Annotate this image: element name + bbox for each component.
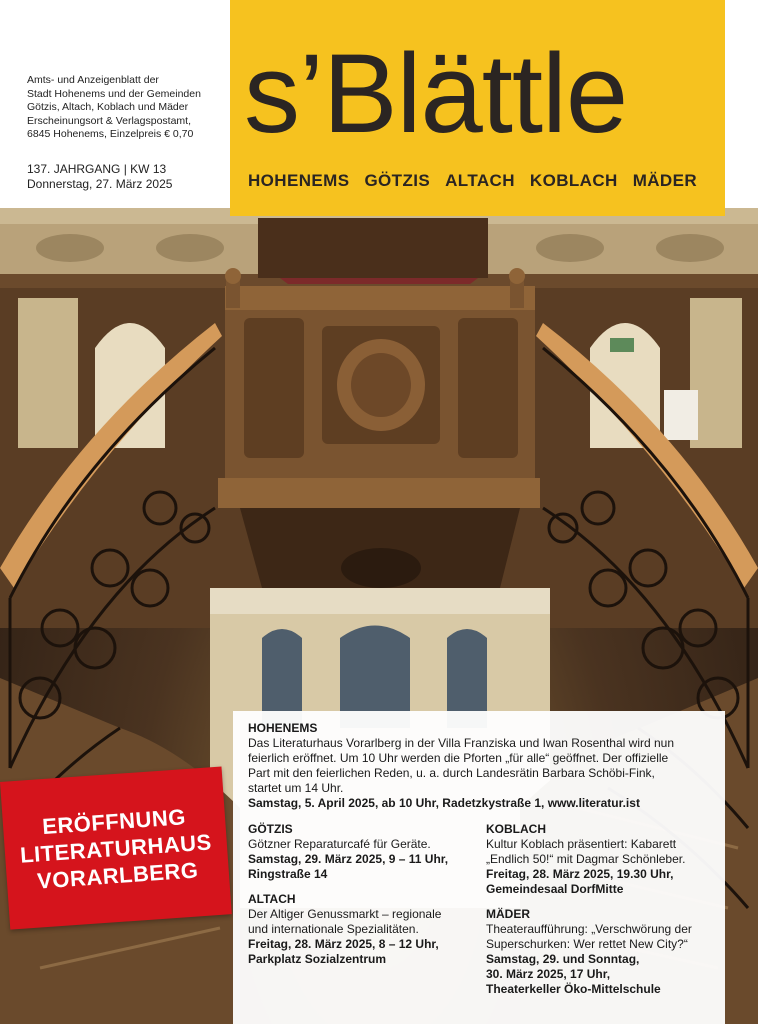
- event-details: Samstag, 5. April 2025, ab 10 Uhr, Radetzkystraße 1, www.literatur.ist: [248, 796, 640, 810]
- event-maeder: [486, 907, 710, 997]
- event-description: [248, 837, 472, 852]
- text-line: Das Literaturhaus Vorarlberg in der Villa Franziska und Iwan Rosenthal wird nun: [248, 736, 675, 750]
- issue-info: [27, 162, 172, 192]
- banner-line: VORARLBERG: [36, 856, 200, 894]
- event-altach: [248, 892, 472, 967]
- event-column-right: [486, 822, 710, 1007]
- event-details: [248, 937, 472, 967]
- text-line: Samstag, 29. und Sonntag,: [486, 952, 640, 966]
- event-description: [486, 837, 710, 867]
- publisher-line: Erscheinungsort & Verlagspostamt,: [27, 114, 192, 127]
- issue-date: Donnerstag, 27. März 2025: [27, 177, 173, 191]
- event-goetzis: [248, 822, 472, 882]
- event-description: [486, 922, 710, 952]
- masthead-title: s’Blättle: [244, 31, 628, 156]
- event-banner: [0, 767, 232, 930]
- text-line: Kultur Koblach präsentiert: Kabarett: [486, 837, 677, 851]
- text-line: Theateraufführung: „Verschwörung der: [486, 922, 692, 936]
- town-name: MÄDER: [632, 171, 698, 190]
- event-heading: GÖTZIS: [248, 822, 293, 836]
- text-line: Freitag, 28. März 2025, 19.30 Uhr,: [486, 867, 674, 881]
- text-line: Theaterkeller Öko-Mittelschule: [486, 982, 661, 996]
- event-columns: [248, 822, 711, 1007]
- event-details: [486, 952, 710, 997]
- event-details: [248, 852, 472, 882]
- text-line: Part mit den feierlichen Reden, u. a. durch Landesrätin Barbara Schöbi-Fink,: [248, 766, 655, 780]
- event-description: [248, 907, 472, 937]
- town-name: ALTACH: [445, 171, 515, 190]
- publisher-line: Amts- und Anzeigenblatt der: [27, 74, 159, 86]
- town-list: [248, 171, 697, 191]
- event-column-left: [248, 822, 472, 1007]
- text-line: Superschurken: Wer rettet New City?“: [486, 937, 688, 951]
- text-line: Ringstraße 14: [248, 867, 328, 881]
- event-description: [248, 736, 711, 796]
- town-name: HOHENEMS: [248, 171, 350, 190]
- text-line: feierlich eröffnet. Um 10 Uhr werden die Pforten „für alle“ geöffnet. Der offizielle: [248, 751, 669, 765]
- text-line: und internationale Spezialitäten.: [248, 922, 419, 936]
- event-heading: HOHENEMS: [248, 721, 318, 735]
- event-heading: ALTACH: [248, 892, 296, 906]
- event-koblach: [486, 822, 710, 897]
- text-line: Freitag, 28. März 2025, 8 – 12 Uhr,: [248, 937, 439, 951]
- event-details: [486, 867, 710, 897]
- text-line: 30. März 2025, 17 Uhr,: [486, 967, 611, 981]
- publisher-line: Stadt Hohenems und der Gemeinden: [27, 87, 201, 100]
- text-line: „Endlich 50!“ mit Dagmar Schönleber.: [486, 852, 686, 866]
- text-line: Parkplatz Sozialzentrum: [248, 952, 387, 966]
- publisher-line: Götzis, Altach, Koblach und Mäder: [27, 101, 189, 114]
- events-panel: [233, 711, 725, 1024]
- publisher-info: [27, 74, 227, 142]
- event-heading: MÄDER: [486, 907, 530, 921]
- text-line: Götzner Reparaturcafé für Geräte.: [248, 837, 431, 851]
- text-line: Gemeindesaal DorfMitte: [486, 882, 624, 896]
- text-line: Samstag, 29. März 2025, 9 – 11 Uhr,: [248, 852, 449, 866]
- banner-line: LITERATURHAUS: [19, 828, 213, 868]
- banner-line: ERÖFFNUNG: [41, 803, 187, 839]
- event-heading: KOBLACH: [486, 822, 546, 836]
- masthead: [230, 0, 725, 216]
- town-name: KOBLACH: [529, 171, 618, 190]
- issue-volume: 137. JAHRGANG | KW 13: [27, 162, 167, 176]
- publisher-line: 6845 Hohenems, Einzelpreis € 0,70: [27, 128, 194, 141]
- text-line: startet um 14 Uhr.: [248, 781, 344, 795]
- text-line: Der Altiger Genussmarkt – regionale: [248, 907, 442, 921]
- event-hohenems: [248, 721, 711, 811]
- town-name: GÖTZIS: [364, 171, 431, 190]
